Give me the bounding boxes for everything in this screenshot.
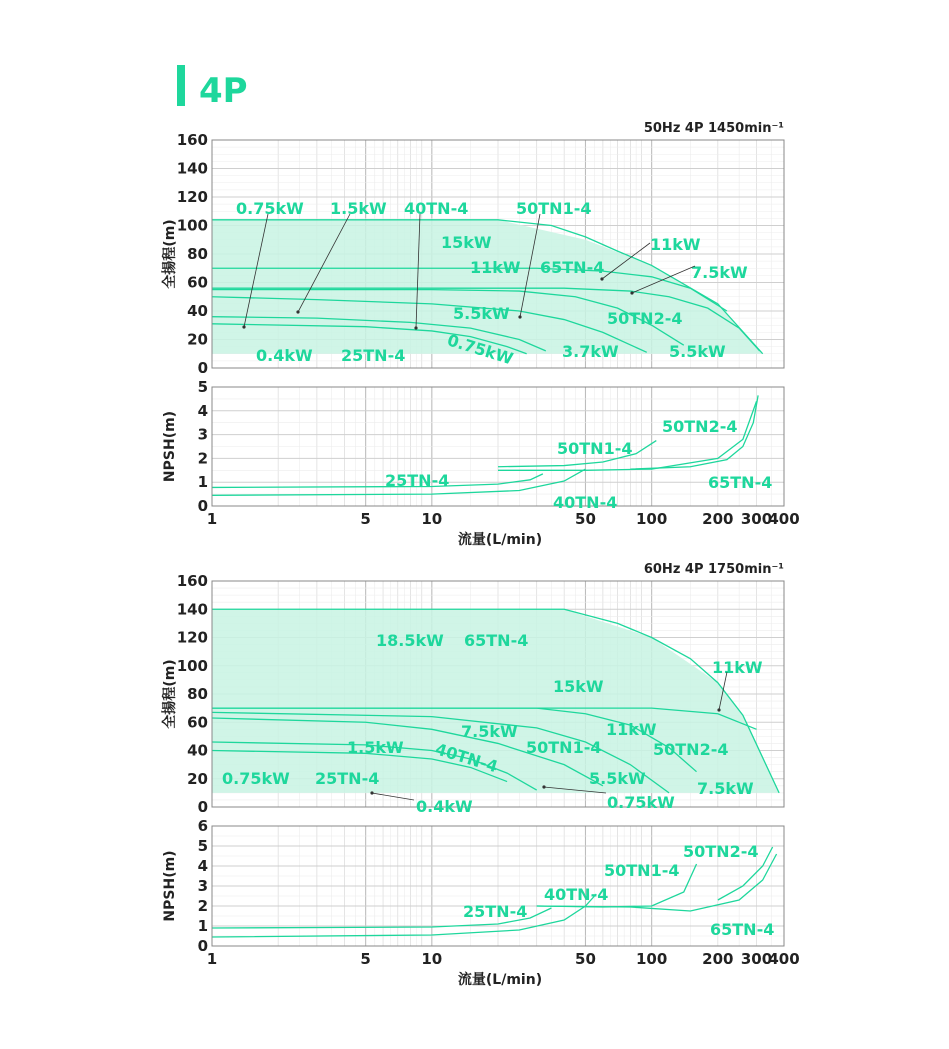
page-header xyxy=(177,65,248,111)
y-tick-label: 120 xyxy=(176,188,208,206)
x-axis-label: 流量(L/min) xyxy=(457,972,543,988)
y-axis-label: NPSH(m) xyxy=(162,850,178,922)
y-tick-label: 100 xyxy=(176,216,208,235)
y-tick-label: 5 xyxy=(197,378,208,396)
curve-label: 0.75kW xyxy=(236,199,304,218)
x-tick-label: 10 xyxy=(421,510,443,528)
curve-label: 7.5kW xyxy=(697,779,754,798)
curve-label: 11kW xyxy=(712,658,763,677)
curve-label: 15kW xyxy=(553,677,604,696)
chart-panel-4 xyxy=(162,817,800,988)
title-bar-icon xyxy=(177,65,185,106)
x-tick-label: 300 xyxy=(740,950,773,968)
curve-label: 65TN-4 xyxy=(540,258,605,277)
x-tick-label: 100 xyxy=(635,510,668,528)
y-tick-label: 3 xyxy=(197,425,208,444)
y-axis-label: NPSH(m) xyxy=(162,410,178,483)
chart-panel-3 xyxy=(161,562,784,816)
y-tick-label: 5 xyxy=(197,837,208,855)
y-tick-label: 6 xyxy=(197,817,208,835)
curve-label: 65TN-4 xyxy=(708,473,773,492)
curve-label: 50TN2-4 xyxy=(683,842,759,861)
leader-dot xyxy=(414,326,417,329)
curve-label: 50TN1-4 xyxy=(557,439,633,458)
leader-dot xyxy=(370,791,373,794)
y-tick-label: 120 xyxy=(176,628,208,647)
leader-line xyxy=(372,793,414,800)
x-tick-label: 1 xyxy=(206,950,218,968)
curve-label: 65TN-4 xyxy=(464,631,529,650)
y-tick-label: 20 xyxy=(187,769,208,788)
curve-25tn-4 xyxy=(212,474,543,488)
y-tick-label: 160 xyxy=(176,131,208,149)
y-tick-label: 2 xyxy=(197,449,208,468)
curve-label: 0.75kW xyxy=(222,769,290,788)
x-tick-label: 100 xyxy=(635,950,668,968)
y-tick-label: 80 xyxy=(187,245,208,263)
y-tick-label: 2 xyxy=(197,897,208,915)
curve-label: 40TN-4 xyxy=(544,885,609,904)
leader-dot xyxy=(242,325,245,328)
curve-label: 50TN2-4 xyxy=(653,740,729,759)
x-axis-label: 流量(L/min) xyxy=(457,532,543,548)
y-tick-label: 1 xyxy=(197,917,208,935)
curve-label: 25TN-4 xyxy=(315,769,380,788)
y-axis-label: 全揚程(m) xyxy=(162,659,178,729)
curve-label: 0.75kW xyxy=(607,793,675,812)
x-tick-label: 1 xyxy=(206,510,218,528)
x-tick-label: 300 xyxy=(740,510,773,528)
y-tick-label: 80 xyxy=(187,685,208,703)
y-tick-label: 160 xyxy=(176,572,208,590)
leader-dot xyxy=(542,785,545,788)
curve-label: 50TN2-4 xyxy=(607,309,683,328)
y-tick-label: 0 xyxy=(197,937,208,955)
curve-label: 50TN1-4 xyxy=(526,738,602,757)
curve-label: 0.4kW xyxy=(256,346,313,365)
x-tick-label: 50 xyxy=(575,950,596,968)
y-tick-label: 60 xyxy=(187,713,208,732)
curve-label: 0.75kW xyxy=(445,330,516,369)
leader-dot xyxy=(717,708,720,711)
x-tick-label: 10 xyxy=(421,950,443,968)
y-tick-label: 0 xyxy=(197,359,208,377)
curve-label: 50TN1-4 xyxy=(516,199,592,218)
y-tick-label: 4 xyxy=(197,401,208,420)
x-tick-label: 200 xyxy=(702,510,734,528)
chart-panel-1 xyxy=(161,121,784,377)
curve-label: 7.5kW xyxy=(691,263,748,282)
page-title: 4P xyxy=(199,71,248,111)
curve-label: 15kW xyxy=(441,233,492,252)
y-tick-label: 40 xyxy=(187,302,208,320)
chart-panel-2 xyxy=(162,378,800,548)
curve-label: 11kW xyxy=(650,235,701,254)
curve-label: 25TN-4 xyxy=(463,902,528,921)
y-axis-label: 全揚程(m) xyxy=(162,219,178,289)
curve-label: 18.5kW xyxy=(376,631,444,650)
curve-label: 11kW xyxy=(606,720,657,739)
grid xyxy=(212,387,784,506)
curve-label: 5.5kW xyxy=(669,342,726,361)
curve-label: 5.5kW xyxy=(589,769,646,788)
y-tick-label: 20 xyxy=(187,330,208,349)
y-tick-label: 100 xyxy=(176,656,208,675)
y-tick-label: 3 xyxy=(197,877,208,895)
y-tick-label: 0 xyxy=(197,497,208,515)
curve-label: 0.4kW xyxy=(416,797,473,816)
y-tick-label: 4 xyxy=(197,857,208,875)
y-tick-label: 40 xyxy=(187,741,208,760)
condition-label: 60Hz 4P 1750min⁻¹ xyxy=(643,562,784,577)
x-tick-label: 5 xyxy=(360,950,371,968)
curve-label: 5.5kW xyxy=(453,304,510,323)
y-tick-label: 1 xyxy=(197,473,208,492)
curve-label: 1.5kW xyxy=(347,738,404,757)
curve-label: 65TN-4 xyxy=(710,920,775,939)
leader-dot xyxy=(518,315,521,318)
x-tick-label: 5 xyxy=(360,510,371,528)
curve-label: 25TN-4 xyxy=(385,471,450,490)
x-tick-label: 200 xyxy=(702,950,734,968)
y-tick-label: 0 xyxy=(197,798,208,816)
leader-dot xyxy=(296,310,299,313)
curve-label: 7.5kW xyxy=(461,722,518,741)
y-tick-label: 140 xyxy=(176,159,208,178)
curve-label: 50TN1-4 xyxy=(604,861,680,880)
curve-label: 11kW xyxy=(470,258,521,277)
curve-label: 25TN-4 xyxy=(341,346,406,365)
condition-label: 50Hz 4P 1450min⁻¹ xyxy=(643,121,784,136)
y-tick-label: 140 xyxy=(176,600,208,619)
curve-label: 1.5kW xyxy=(330,199,387,218)
curve-label: 3.7kW xyxy=(562,342,619,361)
x-tick-label: 400 xyxy=(768,510,800,528)
x-tick-label: 400 xyxy=(768,950,800,968)
curve-label: 40TN-4 xyxy=(404,199,469,218)
y-tick-label: 60 xyxy=(187,273,208,292)
curve-label: 50TN2-4 xyxy=(662,417,738,436)
x-tick-label: 50 xyxy=(575,510,596,528)
leader-dot xyxy=(630,291,633,294)
leader-dot xyxy=(600,277,603,280)
curve-label: 40TN-4 xyxy=(553,493,618,512)
curve-label: 40TN-4 xyxy=(433,739,501,777)
